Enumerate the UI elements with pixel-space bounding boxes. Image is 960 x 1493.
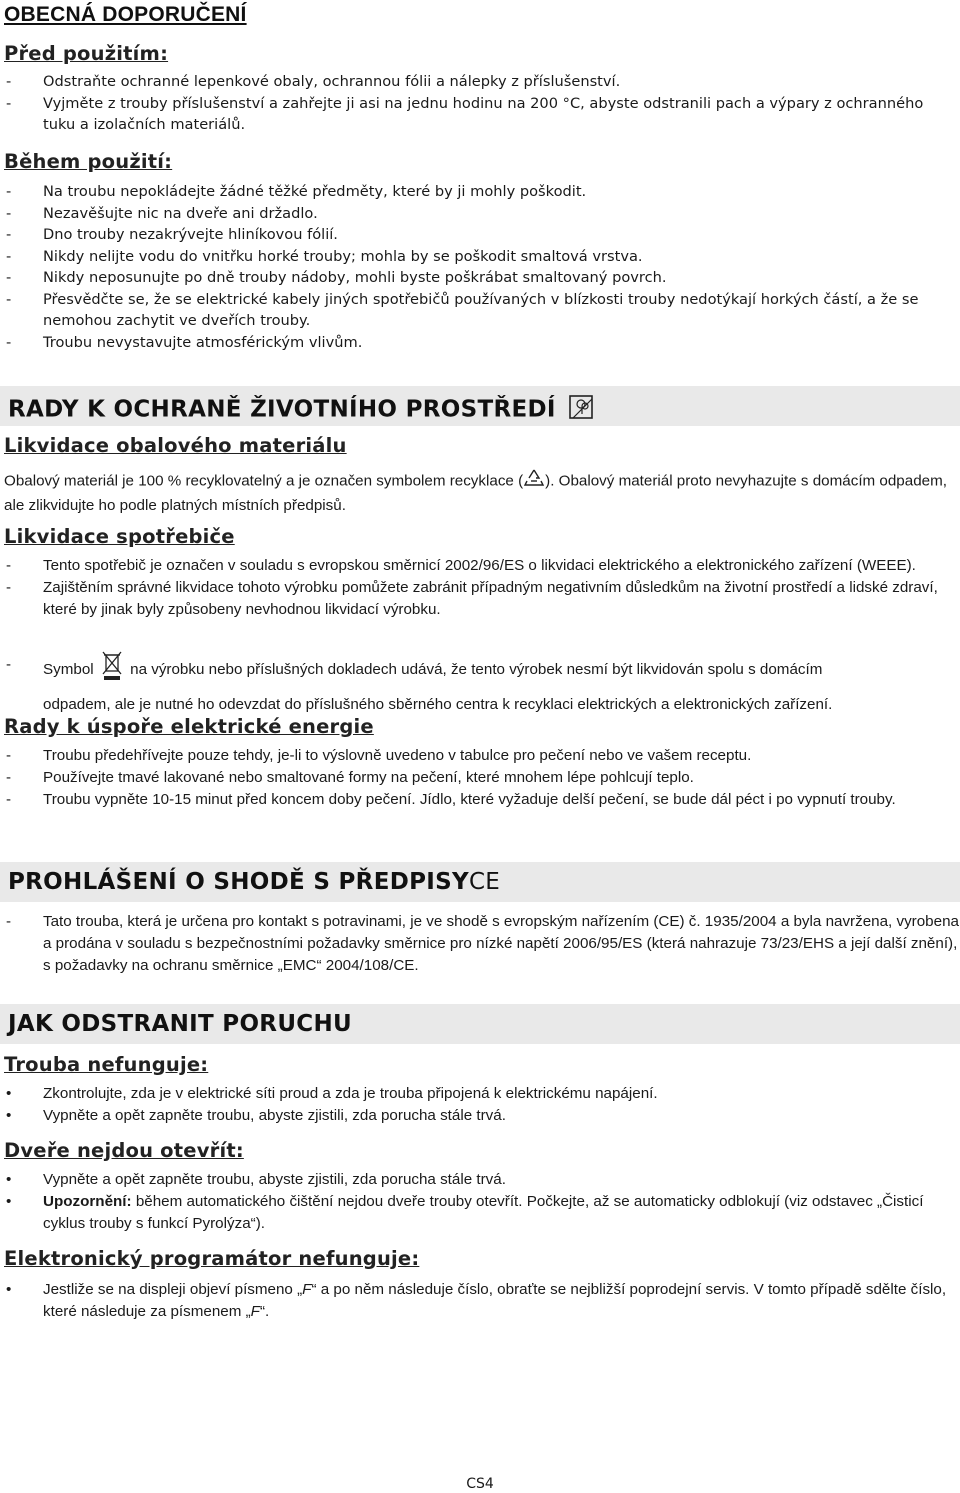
dash-bullet: - bbox=[6, 656, 12, 673]
list-item: - Nikdy neposunujte po dně trouby nádoby, mohli byste poškrábat smaltovaný povrch. bbox=[0, 267, 960, 289]
dot-bullet: • bbox=[6, 1171, 12, 1188]
list-item: - Přesvědčte se, že se elektrické kabely jiných spotřebičů používaných v blízkosti trouby nedotýkají horkých částí, a že se nemohou zachytit ve dveřích trouby. bbox=[6, 290, 919, 329]
subtitle-during-use: Během použití: bbox=[4, 150, 173, 173]
weee-symbol-item bbox=[0, 650, 960, 719]
page-number: CS4 bbox=[466, 1476, 494, 1492]
dash-bullet: - bbox=[6, 73, 12, 90]
dash-bullet: - bbox=[6, 290, 12, 308]
dash-bullet: - bbox=[6, 269, 12, 286]
list-item: • Jestliže se na displeji objeví písmeno „F“ a po něm následuje číslo, obraťte se nejbližší poprodejní servis. V tomto případě sdělte číslo, které následuje za písmenem „F“. bbox=[6, 1281, 947, 1320]
list-oven-not-working bbox=[0, 1083, 960, 1127]
list-item: - Tento spotřebič je označen v souladu s evropskou směrnicí 2002/96/ES o likvidaci elektrického a elektronického zařízení (WEEE). bbox=[0, 555, 960, 577]
list-item: - Troubu předehřívejte pouze tehdy, je-li to výslovně uvedeno v tabulce pro pečení nebo ve vašem receptu. bbox=[0, 745, 960, 767]
list-item: - Troubu nevystavujte atmosférickým vlivům. bbox=[0, 332, 960, 354]
recycle-icon bbox=[523, 468, 545, 495]
list-item: - Tato trouba, která je určena pro kontakt s potravinami, je ve shodě s evropským nařízením (CE) č. 1935/2004 a byla navržena, vyrobena a prodána v souladu s bezpečnostními požadavky směrnice pro nízké napětí 2006/95/ES (která nahrazuje 73/23/EHS a její další znění), s požadavky na ochranu směrnice „EMC“ 2004/108/CE. bbox=[6, 913, 959, 974]
dash-bullet: - bbox=[6, 769, 12, 786]
list-item: • Upozornění: během automatického čištění nejdou dveře trouby otevřít. Počkejte, až se automaticky odblokují (viz odstavec „Čisticí cyklus trouby s funkcí Pyrolýza“). bbox=[6, 1193, 924, 1232]
list-conformity bbox=[0, 911, 960, 977]
list-item: - Vyjměte z trouby příslušenství a zahřejte ji asi na jednu hodinu na 200 °C, abyste odstranili pach a výpary z ochranného tuku a izolačních materiálů. bbox=[6, 94, 924, 133]
error-letter: F bbox=[302, 1281, 312, 1298]
section-band-environment bbox=[0, 386, 960, 426]
subtitle-before-use: Před použitím: bbox=[4, 42, 169, 65]
ce-mark-inline: CE bbox=[658, 913, 680, 930]
dot-bullet: • bbox=[6, 1085, 12, 1102]
subtitle-energy-saving: Rady k úspoře elektrické energie bbox=[4, 715, 374, 738]
list-item: - Troubu vypněte 10-15 minut před koncem doby pečení. Jídlo, které vyžaduje delší pečení, se bude dál péct i po vypnutí trouby. bbox=[0, 789, 960, 811]
list-item: - Odstraňte ochranné lepenkové obaly, ochrannou fólii a nálepky z příslušenství. bbox=[0, 71, 960, 93]
dot-bullet: • bbox=[6, 1193, 12, 1210]
subtitle-packaging: Likvidace obalového materiálu bbox=[4, 434, 347, 457]
dash-bullet: - bbox=[6, 183, 12, 200]
list-item: • Vypněte a opět zapněte troubu, abyste zjistili, zda porucha stále trvá. bbox=[0, 1169, 960, 1191]
list-during-use bbox=[0, 181, 960, 353]
list-item: - Na troubu nepokládejte žádné těžké předměty, které by ji mohly poškodit. bbox=[0, 181, 960, 203]
dot-bullet: • bbox=[6, 1107, 12, 1124]
subtitle-oven-not-working: Trouba nefunguje: bbox=[4, 1053, 209, 1076]
subtitle-programmer-not-working: Elektronický programátor nefunguje: bbox=[4, 1247, 420, 1270]
warning-label: Upozornění: bbox=[43, 1193, 132, 1210]
section-band-conformity bbox=[0, 862, 960, 902]
list-before-use bbox=[0, 71, 960, 136]
section-band-troubleshooting bbox=[0, 1004, 960, 1044]
ecology-icon bbox=[568, 393, 596, 427]
error-letter: F bbox=[250, 1303, 260, 1320]
list-item: • Zkontrolujte, zda je v elektrické síti proud a zda je trouba připojená k elektrickému napájení. bbox=[0, 1083, 960, 1105]
dash-bullet: - bbox=[6, 913, 12, 930]
dash-bullet: - bbox=[6, 204, 12, 222]
section-title-environment: RADY K OCHRANĚ ŽIVOTNÍHO PROSTŘEDÍ bbox=[8, 393, 596, 427]
list-item: - Používejte tmavé lakované nebo smaltované formy na pečení, které mnohem lépe pohlcují teplo. bbox=[0, 767, 960, 789]
list-item: - Dno trouby nezakrývejte hliníkovou fólií. bbox=[0, 224, 960, 246]
dash-bullet: - bbox=[6, 226, 12, 243]
section-title-troubleshooting: JAK ODSTRANIT PORUCHU bbox=[8, 1011, 352, 1037]
list-item: - Nezavěšujte nic na dveře ani držadlo. bbox=[0, 203, 960, 225]
dash-bullet: - bbox=[6, 94, 12, 112]
dash-bullet: - bbox=[6, 247, 12, 265]
section-title-conformity: PROHLÁŠENÍ O SHODĚ S PŘEDPISYCE bbox=[8, 869, 501, 895]
list-item: - Nikdy nelijte vodu do vnitřku horké trouby; mohla by se poškodit smaltová vrstva. bbox=[0, 246, 960, 268]
list-item: • Vypněte a opět zapněte troubu, abyste zjistili, zda porucha stále trvá. bbox=[0, 1105, 960, 1127]
packaging-paragraph: Obalový materiál je 100 % recyklovatelný a je označen symbolem recyklace ( ). Obalový materiál proto nevyhazujte s domácím odpadem, ale zlikvidujte ho podle platných místních předpisů. bbox=[4, 468, 956, 517]
list-item: - Zajištěním správné likvidace tohoto výrobku pomůžete zabránit případným negativním důsledkům na životní prostředí a lidské zdraví, které by jinak byly způsobeny nevhodnou likvidací výrobku. bbox=[6, 579, 938, 618]
subtitle-door-wont-open: Dveře nejdou otevřít: bbox=[4, 1139, 244, 1162]
dash-bullet: - bbox=[6, 747, 12, 764]
dot-bullet: • bbox=[6, 1281, 12, 1298]
list-energy-saving bbox=[0, 745, 960, 811]
crossed-bin-icon bbox=[100, 650, 124, 690]
dash-bullet: - bbox=[6, 791, 12, 808]
section-title-general: OBECNÁ DOPORUČENÍ bbox=[4, 3, 247, 26]
list-programmer-not-working bbox=[0, 1279, 960, 1323]
dash-bullet: - bbox=[6, 557, 12, 574]
list-door-wont-open bbox=[0, 1169, 960, 1235]
subtitle-appliance-disposal: Likvidace spotřebiče bbox=[4, 525, 235, 548]
dash-bullet: - bbox=[6, 579, 12, 596]
list-appliance-disposal bbox=[0, 555, 960, 621]
ce-mark: CE bbox=[468, 869, 501, 895]
dash-bullet: - bbox=[6, 333, 12, 351]
list-item: - Symbol na výrobku nebo příslušných dokladech udává, že tento výrobek nesmí být likvidován spolu s domácím odpadem, ale je nutné ho odevzdat do příslušného sběrného centra k recyklaci elektrických a elektronických zařízení. bbox=[0, 650, 960, 719]
